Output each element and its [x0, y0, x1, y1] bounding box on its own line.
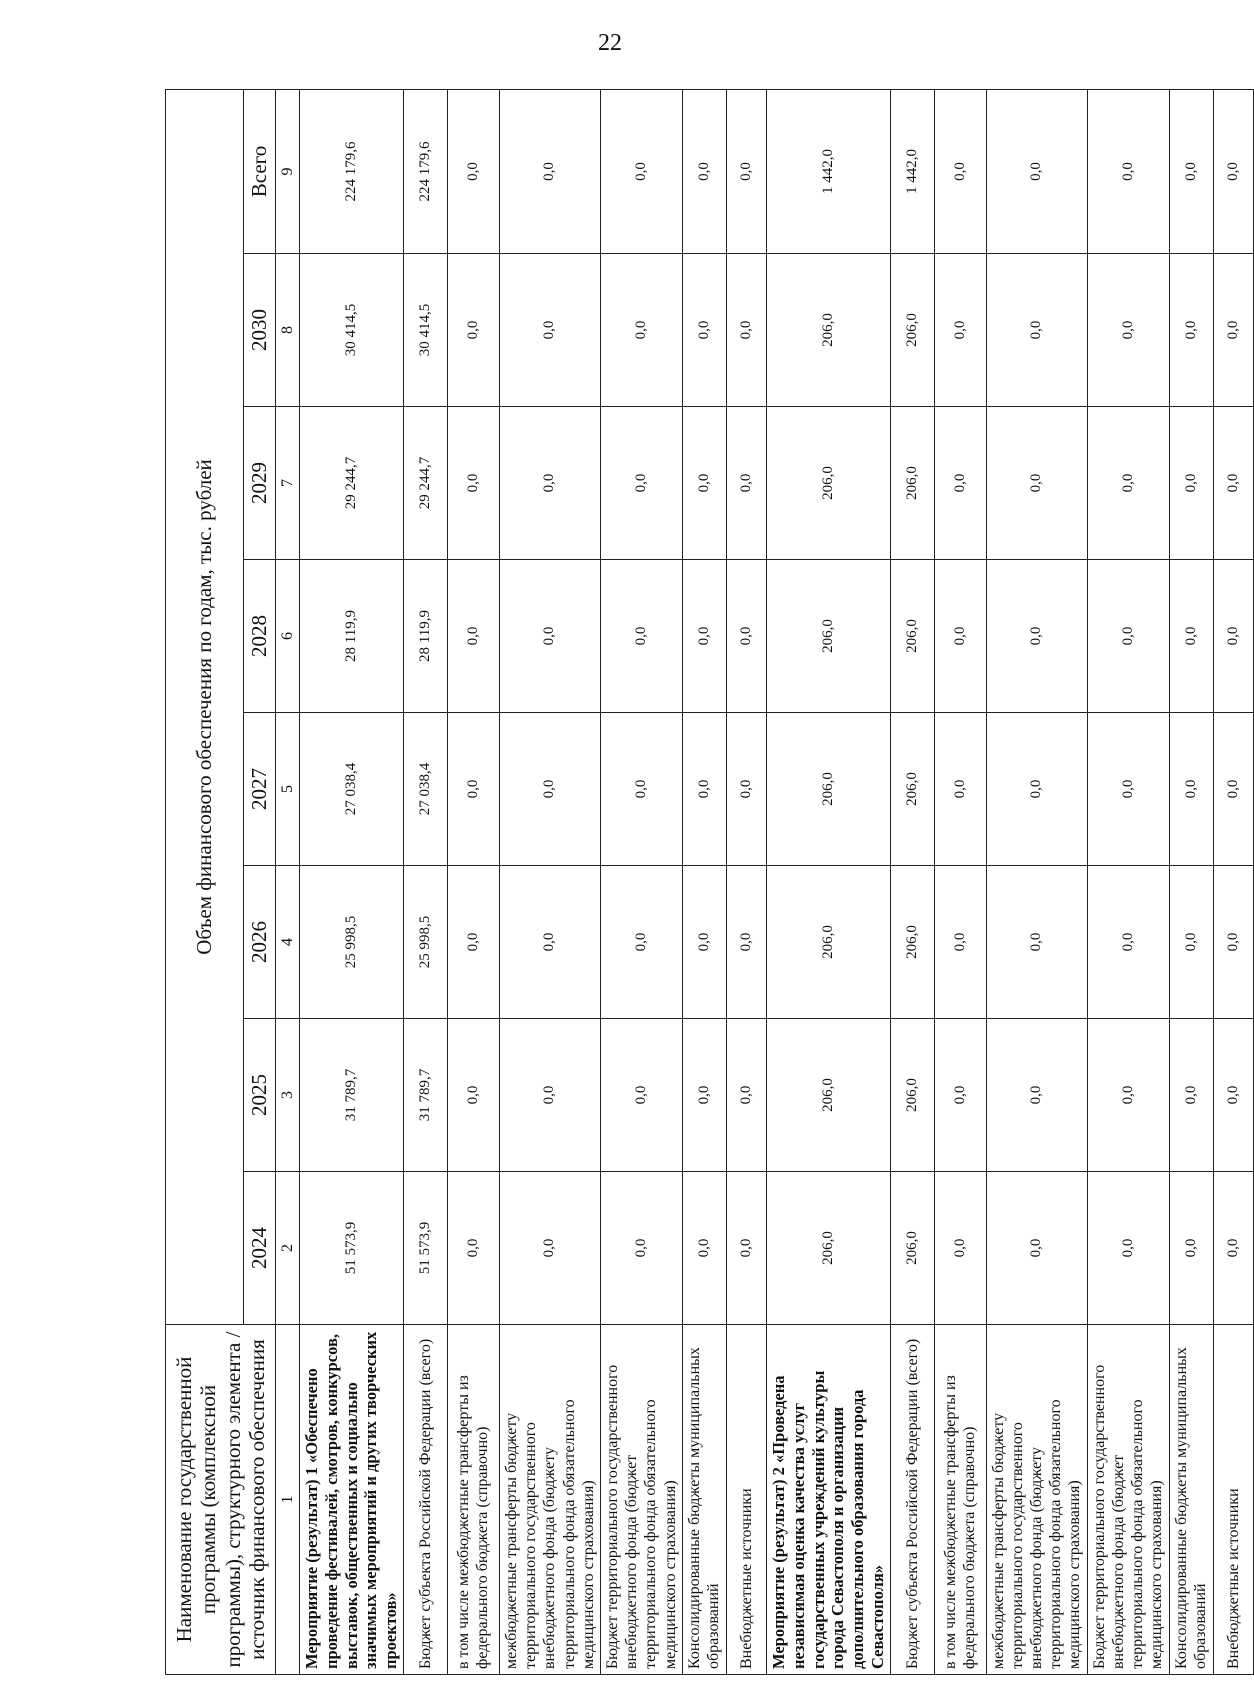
year-header: 2026	[244, 866, 276, 1019]
value-cell: 31 789,7	[403, 1019, 447, 1172]
value-cell: 0,0	[1213, 254, 1253, 407]
value-cell: 206,0	[766, 407, 890, 560]
value-cell: 0,0	[726, 560, 766, 713]
value-cell: 0,0	[447, 713, 499, 866]
value-cell: 0,0	[447, 1172, 499, 1325]
value-cell: 0,0	[934, 560, 986, 713]
value-cell: 0,0	[1169, 407, 1213, 560]
value-cell: 0,0	[934, 89, 986, 253]
value-cell: 224 179,6	[300, 89, 404, 253]
value-cell: 0,0	[499, 407, 600, 560]
table-row	[447, 89, 499, 1674]
row-label: Бюджет субъекта Российской Федерации (всего)	[403, 1325, 447, 1675]
value-cell: 0,0	[934, 866, 986, 1019]
table-row	[766, 89, 890, 1674]
value-cell: 206,0	[766, 866, 890, 1019]
value-cell: 0,0	[600, 407, 682, 560]
value-cell: 0,0	[1213, 89, 1253, 253]
row-label: Консолидированные бюджеты муниципальных образований	[682, 1325, 726, 1675]
row-label: межбюджетные трансферты бюджету территориального государственного внебюджетного фонда (бюджету территориального фонда обязательного медицинского страхования)	[986, 1325, 1087, 1675]
value-cell: 0,0	[1213, 560, 1253, 713]
value-cell: 0,0	[1213, 866, 1253, 1019]
value-cell: 0,0	[726, 254, 766, 407]
value-cell: 0,0	[1169, 560, 1213, 713]
value-cell: 0,0	[986, 1019, 1087, 1172]
value-cell: 0,0	[1087, 407, 1169, 560]
value-cell: 0,0	[447, 560, 499, 713]
column-number: 1	[276, 1325, 300, 1675]
table-row	[1213, 89, 1253, 1674]
value-cell: 0,0	[499, 1172, 600, 1325]
value-cell: 206,0	[890, 713, 934, 866]
value-cell: 0,0	[447, 1019, 499, 1172]
value-cell: 0,0	[986, 560, 1087, 713]
value-cell: 29 244,7	[403, 407, 447, 560]
value-cell: 28 119,9	[300, 560, 404, 713]
value-cell: 0,0	[986, 713, 1087, 866]
value-cell: 0,0	[934, 1019, 986, 1172]
value-cell: 206,0	[890, 407, 934, 560]
value-cell: 206,0	[890, 1019, 934, 1172]
column-number: 6	[276, 560, 300, 713]
value-cell: 0,0	[447, 866, 499, 1019]
value-cell: 0,0	[1213, 713, 1253, 866]
year-header: Всего	[244, 89, 276, 253]
value-cell: 0,0	[986, 407, 1087, 560]
value-cell: 0,0	[682, 713, 726, 866]
year-header: 2027	[244, 713, 276, 866]
row-label: Внебюджетные источники	[726, 1325, 766, 1675]
value-cell: 206,0	[766, 1172, 890, 1325]
value-cell: 0,0	[499, 89, 600, 253]
column-number: 2	[276, 1172, 300, 1325]
row-label: в том числе межбюджетные трансферты из федерального бюджета (справочно)	[447, 1325, 499, 1675]
value-cell: 0,0	[934, 1172, 986, 1325]
value-cell: 0,0	[1169, 254, 1213, 407]
row-label: Внебюджетные источники	[1213, 1325, 1253, 1675]
value-cell: 0,0	[682, 407, 726, 560]
value-cell: 206,0	[890, 866, 934, 1019]
value-cell: 0,0	[726, 407, 766, 560]
value-cell: 27 038,4	[403, 713, 447, 866]
value-cell: 0,0	[1213, 1172, 1253, 1325]
column-number: 4	[276, 866, 300, 1019]
value-cell: 0,0	[499, 866, 600, 1019]
table-row	[499, 89, 600, 1674]
value-cell: 51 573,9	[300, 1172, 404, 1325]
financing-table	[165, 89, 1254, 1675]
value-cell: 0,0	[1087, 1172, 1169, 1325]
row-label: в том числе межбюджетные трансферты из федерального бюджета (справочно)	[934, 1325, 986, 1675]
table-row	[403, 89, 447, 1674]
value-cell: 224 179,6	[403, 89, 447, 253]
value-cell: 0,0	[986, 89, 1087, 253]
value-cell: 0,0	[499, 254, 600, 407]
value-cell: 206,0	[766, 254, 890, 407]
value-cell: 0,0	[1213, 407, 1253, 560]
row-label: Бюджет территориального государственного внебюджетного фонда (бюджет территориального фонда обязательного медицинского страхования)	[600, 1325, 682, 1675]
column-number: 8	[276, 254, 300, 407]
value-cell: 206,0	[766, 1019, 890, 1172]
row-label: Мероприятие (результат) 1 «Обеспечено проведение фестивалей, смотров, конкурсов, выставок, общественных и социально значимых мероприятий и других творческих проектов»	[300, 1325, 404, 1675]
value-cell: 0,0	[682, 1172, 726, 1325]
value-cell: 0,0	[682, 560, 726, 713]
table-row	[934, 89, 986, 1674]
value-cell: 0,0	[447, 407, 499, 560]
table-row	[986, 89, 1087, 1674]
value-cell: 27 038,4	[300, 713, 404, 866]
value-cell: 29 244,7	[300, 407, 404, 560]
year-header: 2024	[244, 1172, 276, 1325]
table-row	[682, 89, 726, 1674]
value-cell: 0,0	[600, 254, 682, 407]
value-cell: 0,0	[1169, 89, 1213, 253]
value-cell: 0,0	[726, 1172, 766, 1325]
table-row	[1087, 89, 1169, 1674]
value-cell: 0,0	[934, 254, 986, 407]
value-cell: 0,0	[934, 407, 986, 560]
value-cell: 25 998,5	[300, 866, 404, 1019]
value-cell: 0,0	[447, 89, 499, 253]
value-cell: 30 414,5	[403, 254, 447, 407]
value-cell: 0,0	[1087, 713, 1169, 866]
value-cell: 0,0	[447, 254, 499, 407]
column-number: 9	[276, 89, 300, 253]
name-column-header: Наименование государственной программы (комплексной программы), структурного элемента / источник финансового обеспечения	[166, 1325, 276, 1675]
value-cell: 0,0	[1169, 713, 1213, 866]
value-cell: 0,0	[1169, 866, 1213, 1019]
value-cell: 0,0	[726, 89, 766, 253]
column-number: 7	[276, 407, 300, 560]
value-cell: 0,0	[934, 713, 986, 866]
value-cell: 0,0	[1087, 1019, 1169, 1172]
value-cell: 0,0	[600, 1172, 682, 1325]
year-header: 2025	[244, 1019, 276, 1172]
value-cell: 206,0	[890, 560, 934, 713]
value-cell: 206,0	[890, 254, 934, 407]
value-cell: 0,0	[682, 866, 726, 1019]
year-header: 2029	[244, 407, 276, 560]
value-cell: 0,0	[499, 1019, 600, 1172]
column-number: 5	[276, 713, 300, 866]
column-number: 3	[276, 1019, 300, 1172]
value-cell: 0,0	[499, 713, 600, 866]
value-cell: 51 573,9	[403, 1172, 447, 1325]
value-cell: 31 789,7	[300, 1019, 404, 1172]
value-cell: 0,0	[1087, 89, 1169, 253]
value-cell: 0,0	[986, 1172, 1087, 1325]
value-cell: 206,0	[766, 713, 890, 866]
year-header: 2028	[244, 560, 276, 713]
value-cell: 0,0	[600, 1019, 682, 1172]
value-cell: 0,0	[1169, 1019, 1213, 1172]
value-cell: 0,0	[1169, 1172, 1213, 1325]
value-cell: 0,0	[682, 254, 726, 407]
value-cell: 28 119,9	[403, 560, 447, 713]
value-cell: 0,0	[600, 866, 682, 1019]
value-cell: 25 998,5	[403, 866, 447, 1019]
rotated-table-container	[165, 90, 1242, 1675]
row-label: Мероприятие (результат) 2 «Проведена независимая оценка качества услуг государственных учреждений культуры города Севастополя и организации дополнительного образования города Севастополя»	[766, 1325, 890, 1675]
row-label: Бюджет территориального государственного внебюджетного фонда (бюджет территориального фонда обязательного медицинского страхования)	[1087, 1325, 1169, 1675]
value-cell: 0,0	[1087, 866, 1169, 1019]
value-cell: 30 414,5	[300, 254, 404, 407]
value-cell: 1 442,0	[766, 89, 890, 253]
table-row	[300, 89, 404, 1674]
value-cell: 0,0	[986, 866, 1087, 1019]
page-number: 22	[598, 30, 622, 56]
value-cell: 0,0	[499, 560, 600, 713]
table-row	[726, 89, 766, 1674]
value-cell: 0,0	[726, 713, 766, 866]
value-cell: 0,0	[600, 89, 682, 253]
table-row	[890, 89, 934, 1674]
value-cell: 0,0	[986, 254, 1087, 407]
value-cell: 206,0	[890, 1172, 934, 1325]
value-cell: 0,0	[1087, 560, 1169, 713]
table-row	[600, 89, 682, 1674]
value-cell: 0,0	[600, 560, 682, 713]
year-header: 2030	[244, 254, 276, 407]
row-label: Консолидированные бюджеты муниципальных образований	[1169, 1325, 1213, 1675]
row-label: Бюджет субъекта Российской Федерации (всего)	[890, 1325, 934, 1675]
value-cell: 0,0	[1087, 254, 1169, 407]
volume-header: Объем финансового обеспечения по годам, тыс. рублей	[166, 89, 244, 1324]
value-cell: 0,0	[726, 1019, 766, 1172]
table-row	[1169, 89, 1213, 1674]
row-label: межбюджетные трансферты бюджету территориального государственного внебюджетного фонда (бюджету территориального фонда обязательного медицинского страхования)	[499, 1325, 600, 1675]
value-cell: 0,0	[600, 713, 682, 866]
value-cell: 0,0	[1213, 1019, 1253, 1172]
value-cell: 0,0	[682, 89, 726, 253]
value-cell: 0,0	[682, 1019, 726, 1172]
value-cell: 206,0	[766, 560, 890, 713]
value-cell: 0,0	[726, 866, 766, 1019]
value-cell: 1 442,0	[890, 89, 934, 253]
